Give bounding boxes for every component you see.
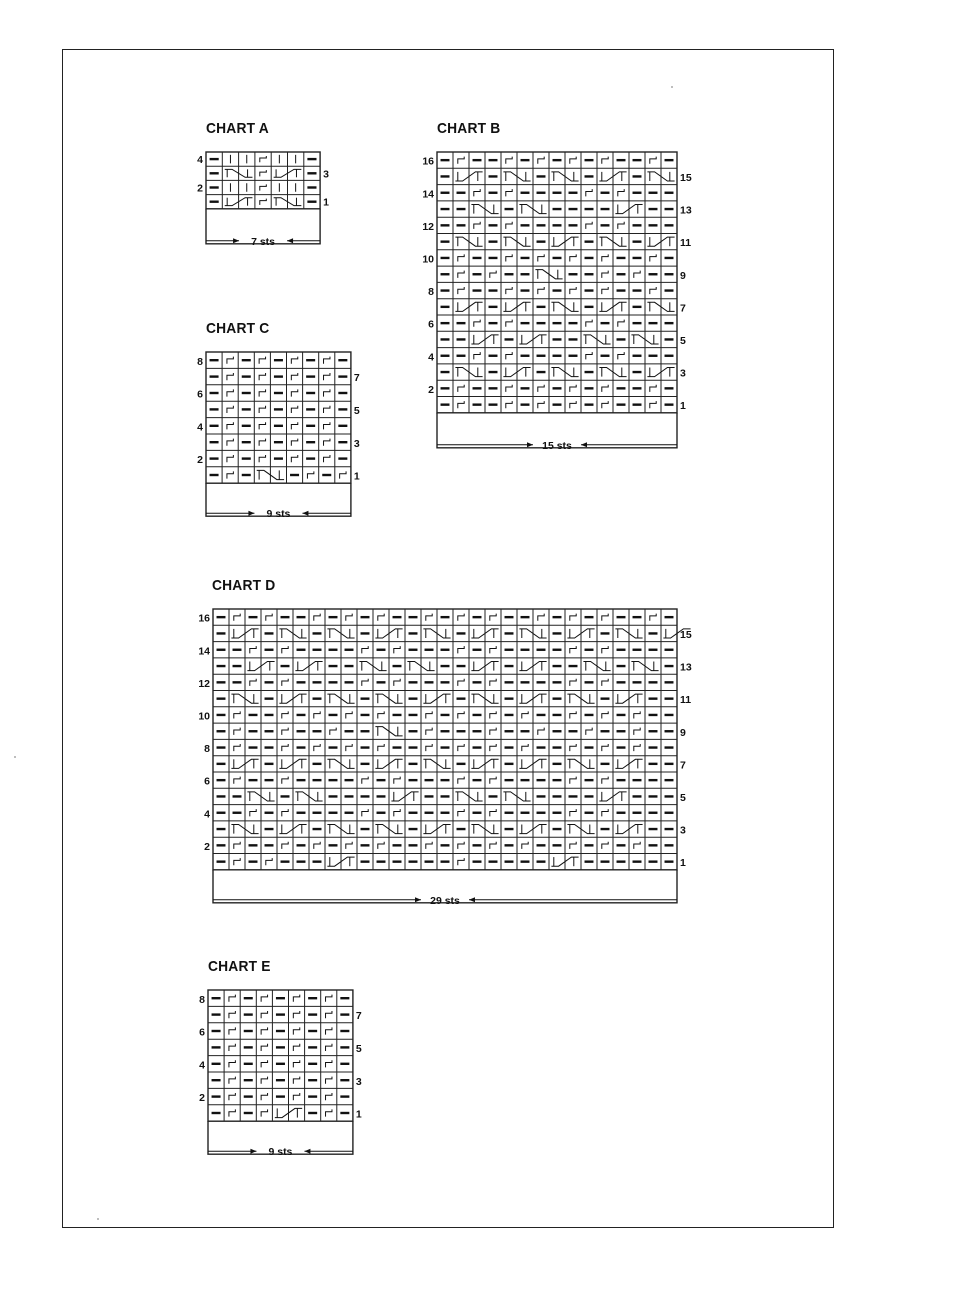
twisted-stitch-symbol <box>261 1109 267 1116</box>
chart-a-title: CHART A <box>206 120 269 137</box>
row-number-left: 2 <box>428 383 434 396</box>
twisted-stitch-symbol <box>293 995 299 1002</box>
twisted-stitch-symbol <box>326 1109 332 1116</box>
row-number-left: 14 <box>198 645 210 658</box>
twisted-stitch-symbol <box>293 1093 299 1100</box>
row-number-left: 16 <box>422 155 434 168</box>
chart-d-title: CHART D <box>212 577 276 594</box>
row-number-right: 7 <box>680 759 686 772</box>
twisted-stitch-symbol <box>229 1027 235 1034</box>
row-number-right: 7 <box>355 1010 362 1023</box>
row-number-left: 6 <box>199 1026 205 1039</box>
row-number-right: 13 <box>680 661 692 674</box>
stitch-count-label: 9 sts <box>268 1146 293 1159</box>
row-number-right: 9 <box>680 726 686 739</box>
row-number-right: 1 <box>680 857 686 870</box>
twisted-stitch-symbol <box>293 1011 299 1018</box>
twisted-stitch-symbol <box>261 1011 267 1018</box>
row-number-right: 5 <box>680 335 686 348</box>
row-number-right: 3 <box>353 437 360 450</box>
row-number-right: 1 <box>353 470 360 483</box>
twisted-stitch-symbol <box>261 1093 267 1100</box>
stitch-arrow-right-head <box>304 1149 310 1154</box>
row-number-left: 6 <box>428 318 434 331</box>
row-number-left: 8 <box>428 286 434 299</box>
twisted-stitch-symbol <box>293 1044 299 1051</box>
twisted-stitch-symbol <box>326 1077 332 1084</box>
row-number-left: 12 <box>198 677 210 690</box>
row-number-left: 2 <box>199 1092 205 1105</box>
row-number-right: 5 <box>355 1042 362 1055</box>
twisted-stitch-symbol <box>293 1060 299 1067</box>
stitch-count-label: 29 sts <box>430 894 460 907</box>
row-number-left: 6 <box>204 775 210 788</box>
stitch-count-label: 7 sts <box>251 235 276 248</box>
twisted-stitch-symbol <box>293 1077 299 1084</box>
twisted-stitch-symbol <box>261 1077 267 1084</box>
row-number-left: 10 <box>422 253 434 266</box>
row-number-left: 14 <box>422 188 434 201</box>
paper-speck <box>97 1218 99 1220</box>
stitch-count-label: 9 sts <box>266 508 291 521</box>
row-number-left: 2 <box>204 840 210 853</box>
row-number-left: 4 <box>199 1059 205 1072</box>
twisted-stitch-symbol <box>326 1060 332 1067</box>
twisted-stitch-symbol <box>326 1027 332 1034</box>
paper-speck <box>14 756 16 758</box>
row-number-right: 9 <box>680 269 686 282</box>
row-number-right: 3 <box>680 367 686 380</box>
chart-c-title: CHART C <box>206 320 270 337</box>
row-number-right: 7 <box>680 302 686 315</box>
stitch-count-label: 15 sts <box>542 439 572 452</box>
twisted-stitch-symbol <box>229 1093 235 1100</box>
twisted-stitch-symbol <box>261 995 267 1002</box>
row-number-right: 1 <box>355 1108 362 1121</box>
row-number-left: 6 <box>197 388 203 401</box>
row-number-right: 3 <box>680 824 686 837</box>
row-number-right: 13 <box>680 204 692 217</box>
twisted-stitch-symbol <box>261 1044 267 1051</box>
twisted-stitch-symbol <box>326 1011 332 1018</box>
chart-e-title: CHART E <box>208 958 271 975</box>
twisted-stitch-symbol <box>229 995 235 1002</box>
row-number-left: 12 <box>422 220 434 233</box>
row-number-left: 8 <box>197 355 203 368</box>
paper-speck <box>671 86 673 88</box>
twisted-stitch-symbol <box>326 1093 332 1100</box>
row-number-left: 4 <box>428 351 434 364</box>
row-number-left: 2 <box>197 454 203 467</box>
row-number-right: 3 <box>355 1075 362 1088</box>
row-number-right: 1 <box>680 400 686 413</box>
row-number-right: 11 <box>680 237 692 250</box>
chart-b-title: CHART B <box>437 120 501 137</box>
row-number-right: 5 <box>353 404 360 417</box>
row-number-right: 5 <box>680 792 686 805</box>
row-number-right: 3 <box>323 168 329 181</box>
row-number-left: 8 <box>199 993 205 1006</box>
row-number-right: 15 <box>680 172 692 185</box>
row-number-left: 4 <box>197 154 203 167</box>
row-number-left: 4 <box>197 421 203 434</box>
twisted-stitch-symbol <box>326 1044 332 1051</box>
twisted-stitch-symbol <box>229 1060 235 1067</box>
twisted-stitch-symbol <box>229 1044 235 1051</box>
row-number-left: 2 <box>197 182 203 195</box>
row-number-right: 15 <box>680 629 692 642</box>
twisted-stitch-symbol <box>261 1027 267 1034</box>
twisted-stitch-symbol <box>261 1060 267 1067</box>
twisted-stitch-symbol <box>229 1109 235 1116</box>
stitch-arrow-left-head <box>250 1149 256 1154</box>
twisted-stitch-symbol <box>293 1027 299 1034</box>
row-number-left: 4 <box>204 808 210 821</box>
twisted-stitch-symbol <box>326 995 332 1002</box>
row-number-right: 1 <box>323 196 329 209</box>
twisted-stitch-symbol <box>229 1077 235 1084</box>
row-number-right: 7 <box>353 372 360 385</box>
row-number-left: 16 <box>198 612 210 625</box>
row-number-left: 10 <box>198 710 210 723</box>
row-number-right: 11 <box>680 694 692 707</box>
twisted-stitch-symbol <box>229 1011 235 1018</box>
row-number-left: 8 <box>204 743 210 756</box>
